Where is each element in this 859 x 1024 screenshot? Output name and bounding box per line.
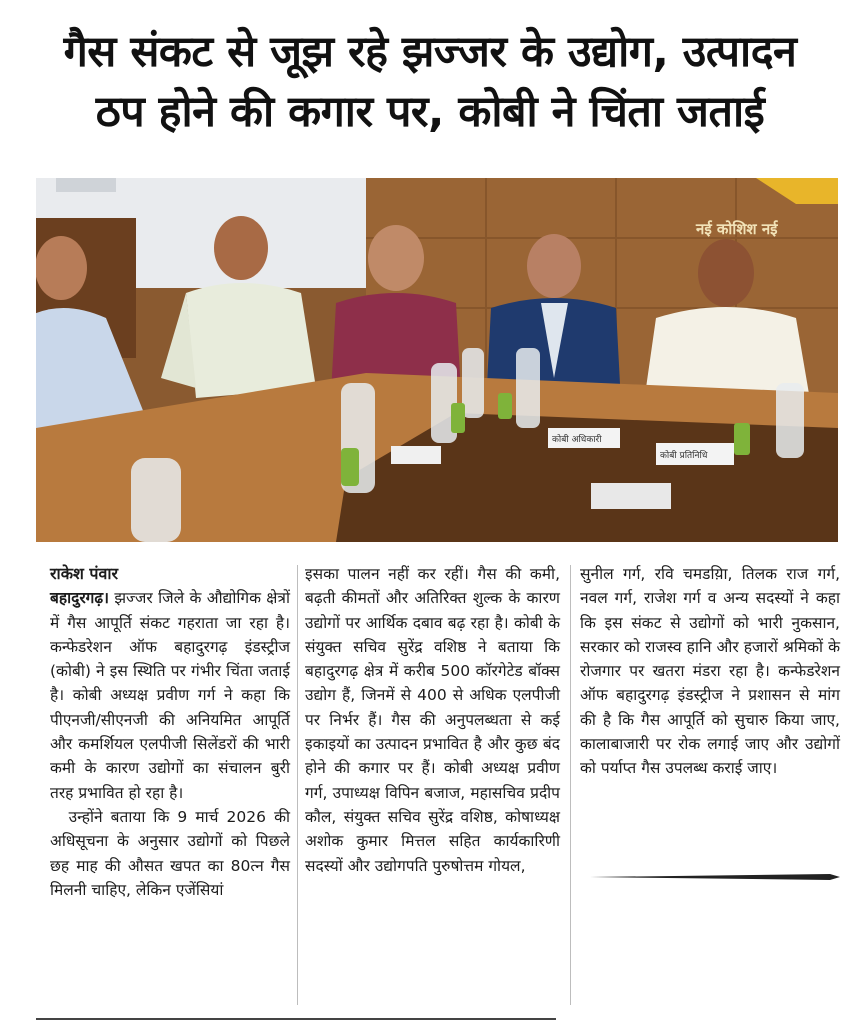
nameplate-1-text: कोबी अधिकारी: [552, 435, 602, 445]
byline: राकेश पंवार: [50, 564, 119, 583]
news-photo: [36, 178, 838, 542]
article-column-3: [580, 562, 840, 781]
paragraph-4: सुनील गर्ग, रवि चमडय़िा, तिलक राज गर्ग, नवल गर्ग, राजेश गर्ग व अन्य सदस्यों ने कहा कि इस संकट से उद्योगों को भारी नुकसान, सरकार को राजस्व हानि और हजारों श्रमिकों के रोजगार पर खतरा मंडरा रहा है। कन्फेडरेशन ऑफ बहादुरगढ़ इंडस्ट्रीज ने प्रशासन से मांग की है कि गैस आपूर्ति को सुचारु किया जाए, कालाबाजारी पर रोक लगाई जाए और उद्योगों को पर्याप्त गैस उपलब्ध कराई जाए।: [580, 565, 840, 778]
end-mark: [590, 872, 840, 882]
article-column-2: [305, 562, 560, 878]
ac-unit: [56, 178, 116, 192]
power-socket: [591, 483, 671, 509]
headline: [20, 22, 840, 142]
dateline: बहादुरगढ़।: [50, 589, 109, 608]
paragraph-1: झज्जर जिले के औद्योगिक क्षेत्रों में गैस आपूर्ति संकट गहराता जा रहा है। कन्फेडरेशन ऑफ बहादुरगढ़ इंडस्ट्रीज (कोबी) ने इस स्थिति पर गंभीर चिंता जताई है। कोबी अध्यक्ष प्रवीण गर्ग ने कहा कि पीएनजी/सीएनजी की अनियमित आपूर्ति और कमर्शियल एलपीजी सिलेंडरों की भारी कमी के कारण उद्योगों का संचालन बुरी तरह प्रभावित हो रहा है।: [50, 589, 290, 802]
nameplate-3: [391, 446, 441, 464]
paragraph-2: उन्होंने बताया कि 9 मार्च 2026 की अधिसूचना के अनुसार उद्योगों को पिछले छह माह की औसत खपत का 80त्न गैस मिलनी चाहिए, लेकिन एजेंसियां: [50, 807, 290, 899]
paragraph-3: इसका पालन नहीं कर रहीं। गैस की कमी, बढ़ती कीमतों और अतिरिक्त शुल्क के कारण उद्योगों पर आर्थिक दबाव बढ़ रहा है। कोबी के संयुक्त सचिव सुरेंद्र वशिष्ठ ने बताया कि बहादुरगढ़ क्षेत्र में करीब 500 कॉरगेटेड बॉक्स उद्योग हैं, जिनमें से 400 से अधिक एलपीजी पर निर्भर हैं। गैस की अनुपलब्धता से कई इकाइयों का उत्पादन प्रभावित है और कुछ बंद होने की कगार पर हैं। कोबी अध्यक्ष प्रवीण गर्ग, उपाध्यक्ष विपिन बजाज, महासचिव प्रदीप कौल, संयुक्त सचिव सुरेंद्र वशिष्ठ, कोषाध्यक्ष अशोक कुमार मित्तल सहित कार्यकारिणी सदस्यों और उद्योगपति पुरुषोत्तम गोयल,: [305, 565, 560, 875]
banner-text: नई कोशिश नई: [696, 220, 778, 238]
article-column-1: [50, 562, 290, 902]
headline-line-1: गैस संकट से जूझ रहे झज्जर के उद्योग, उत्पादन: [63, 27, 797, 77]
bottom-rule: [36, 1018, 556, 1020]
nameplate-2-text: कोबी प्रतिनिधि: [660, 451, 708, 461]
column-divider-1: [297, 565, 298, 1005]
meeting-photo-illustration: [36, 178, 838, 542]
column-divider-2: [570, 565, 571, 1005]
headline-line-2: ठप होने की कगार पर, कोबी ने चिंता जताई: [95, 87, 765, 137]
